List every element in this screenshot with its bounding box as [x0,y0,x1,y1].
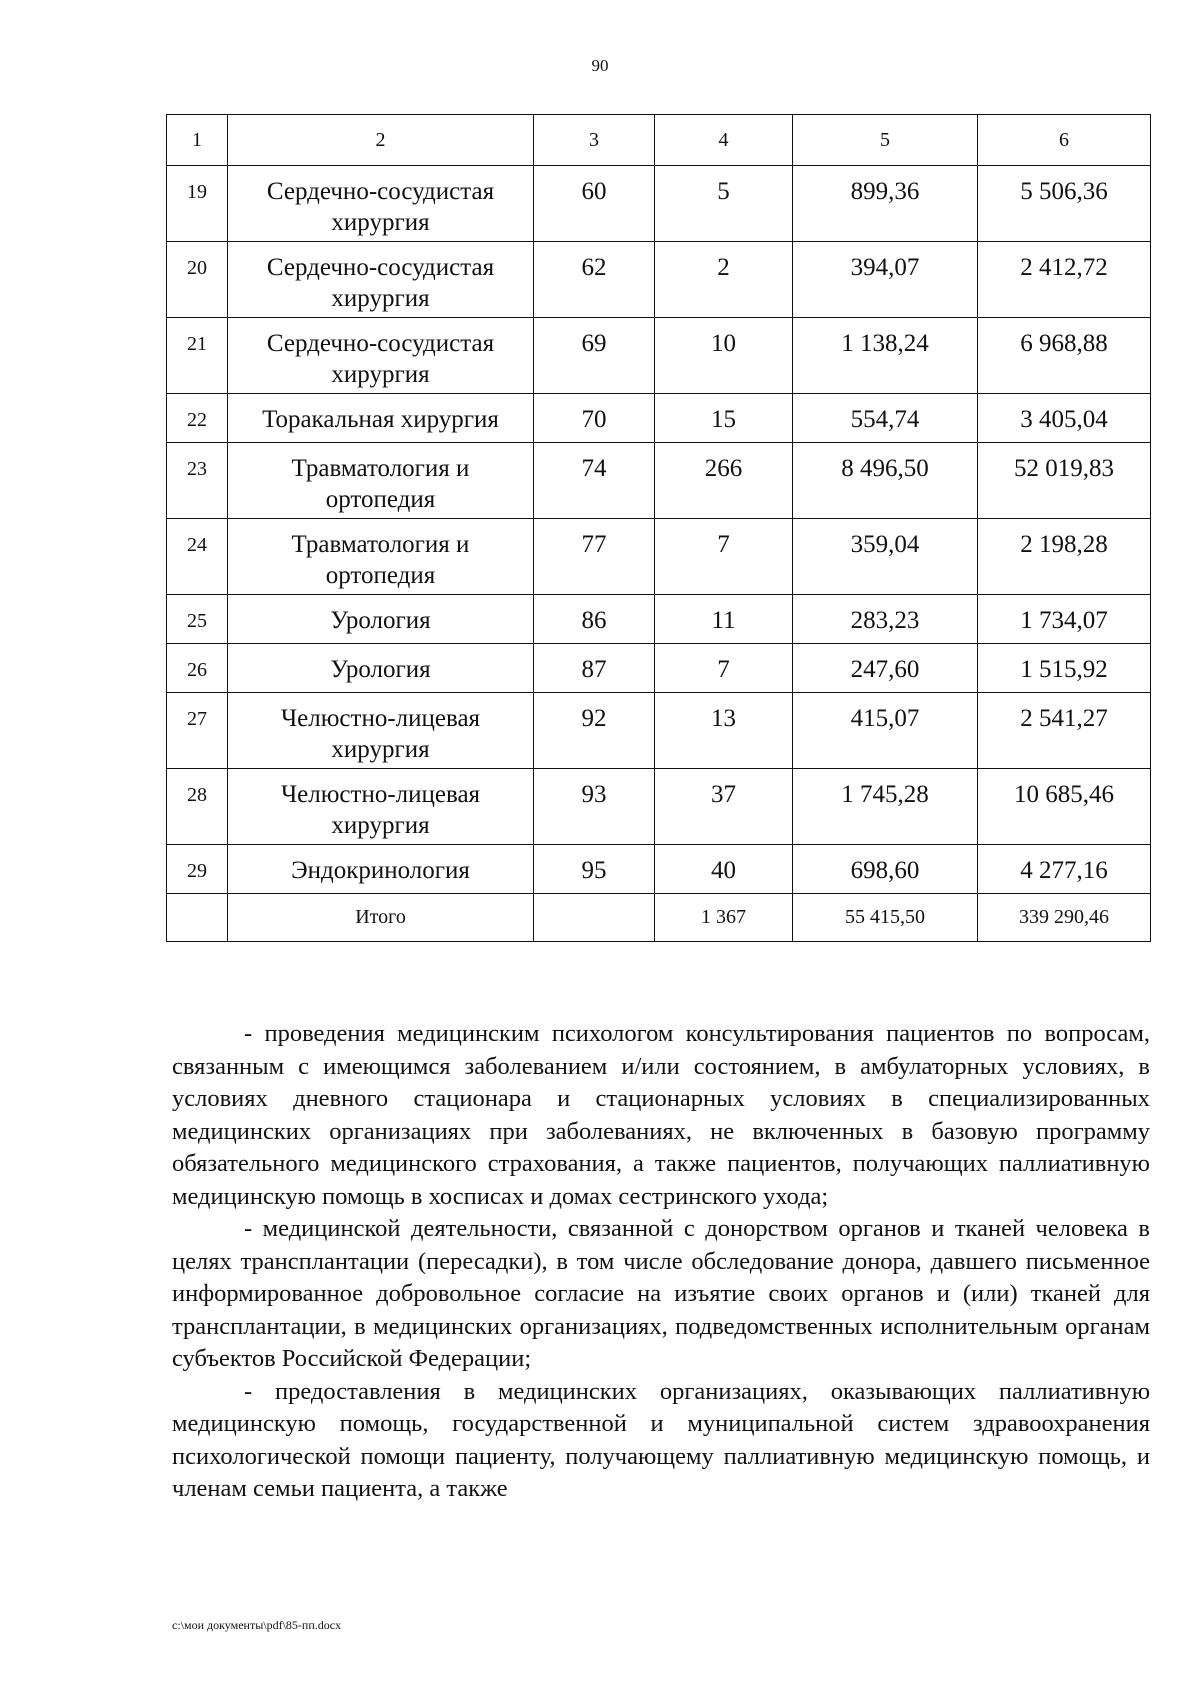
table-total-row [167,894,1151,942]
row-cell-3: 70 [534,394,655,443]
header-cell: 5 [793,115,978,166]
table-row [167,644,1151,693]
row-number: 20 [167,242,228,318]
row-cell-4: 7 [655,644,793,693]
row-cell-3: 60 [534,166,655,242]
row-specialty: Травматология и ортопедия [228,519,534,595]
row-cell-5: 283,23 [793,595,978,644]
row-specialty: Челюстно-лицевая хирургия [228,693,534,769]
row-cell-4: 15 [655,394,793,443]
footer-file-path: c:\мои документы\pdf\85-пп.docx [172,1618,342,1632]
paragraph: - проведения медицинским психологом консультирования пациентов по вопросам, связанным с имеющимся заболеванием и/или состоянием, в амбулаторных условиях, в условиях дневного стационара и стационарных условиях в специализированных медицинских организациях при заболеваниях, не включенных в базовую программу обязательного медицинского страхования, а также пациентов, получающих паллиативную медицинскую помощь в хосписах и домах сестринского ухода; [172,1020,1150,1210]
row-cell-4: 37 [655,769,793,845]
row-cell-4: 7 [655,519,793,595]
table-row [167,769,1151,845]
row-specialty: Торакальная хирургия [228,394,534,443]
data-table [166,114,1151,942]
row-cell-5: 247,60 [793,644,978,693]
row-number: 23 [167,443,228,519]
table-row [167,845,1151,894]
row-specialty: Урология [228,644,534,693]
row-specialty: Сердечно-сосудистая хирургия [228,242,534,318]
row-number: 29 [167,845,228,894]
row-cell-5: 8 496,50 [793,443,978,519]
row-cell-6: 1 515,92 [978,644,1151,693]
row-cell-5: 1 745,28 [793,769,978,845]
row-number: 25 [167,595,228,644]
row-cell-3: 69 [534,318,655,394]
total-cell-6: 339 290,46 [978,894,1151,942]
row-cell-6: 4 277,16 [978,845,1151,894]
page-number: 90 [591,56,609,75]
row-specialty: Сердечно-сосудистая хирургия [228,318,534,394]
row-cell-6: 2 198,28 [978,519,1151,595]
paragraph: - предоставления в медицинских организациях, оказывающих паллиативную медицинскую помощь, государственной и муниципальной систем здравоохранения психологической помощи пациенту, получающему паллиативную медицинскую помощь, и членам семьи пациента, а также [172,1377,1150,1502]
row-cell-6: 6 968,88 [978,318,1151,394]
row-cell-6: 5 506,36 [978,166,1151,242]
row-number: 22 [167,394,228,443]
row-specialty: Урология [228,595,534,644]
row-cell-3: 92 [534,693,655,769]
total-label: Итого [228,894,534,942]
row-number: 24 [167,519,228,595]
total-empty-cell [167,894,228,942]
row-cell-4: 5 [655,166,793,242]
row-cell-4: 2 [655,242,793,318]
row-cell-3: 95 [534,845,655,894]
header-cell: 2 [228,115,534,166]
row-specialty: Сердечно-сосудистая хирургия [228,166,534,242]
row-cell-3: 86 [534,595,655,644]
total-cell-5: 55 415,50 [793,894,978,942]
row-cell-5: 415,07 [793,693,978,769]
table-row [167,519,1151,595]
table-row [167,394,1151,443]
row-number: 27 [167,693,228,769]
row-cell-6: 52 019,83 [978,443,1151,519]
row-cell-5: 698,60 [793,845,978,894]
row-cell-4: 13 [655,693,793,769]
table-row [167,242,1151,318]
row-number: 28 [167,769,228,845]
table-row [167,443,1151,519]
row-cell-6: 3 405,04 [978,394,1151,443]
row-cell-5: 554,74 [793,394,978,443]
row-cell-3: 62 [534,242,655,318]
header-cell: 4 [655,115,793,166]
header-cell: 1 [167,115,228,166]
row-cell-4: 10 [655,318,793,394]
row-cell-6: 2 541,27 [978,693,1151,769]
row-specialty: Челюстно-лицевая хирургия [228,769,534,845]
table-row [167,166,1151,242]
table-row [167,595,1151,644]
paragraph: - медицинской деятельности, связанной с донорством органов и тканей человека в целях трансплантации (пересадки), в том числе обследование донора, давшего письменное информированное добровольное согласие на изъятие своих органов и (или) тканей для трансплантации, в медицинских организациях, подведомственных исполнительным органам субъектов Российской Федерации; [172,1215,1150,1372]
row-cell-5: 359,04 [793,519,978,595]
row-cell-6: 10 685,46 [978,769,1151,845]
row-number: 19 [167,166,228,242]
body-text [172,1018,1150,1506]
row-cell-3: 87 [534,644,655,693]
row-cell-5: 899,36 [793,166,978,242]
total-cell-3 [534,894,655,942]
row-number: 21 [167,318,228,394]
row-cell-6: 2 412,72 [978,242,1151,318]
table-header-row [167,115,1151,166]
header-cell: 3 [534,115,655,166]
row-cell-5: 1 138,24 [793,318,978,394]
table-row [167,693,1151,769]
row-cell-3: 93 [534,769,655,845]
row-cell-4: 40 [655,845,793,894]
row-cell-3: 74 [534,443,655,519]
row-cell-6: 1 734,07 [978,595,1151,644]
table-row [167,318,1151,394]
row-cell-3: 77 [534,519,655,595]
row-cell-4: 11 [655,595,793,644]
row-cell-4: 266 [655,443,793,519]
total-cell-4: 1 367 [655,894,793,942]
row-number: 26 [167,644,228,693]
header-cell: 6 [978,115,1151,166]
row-specialty: Эндокринология [228,845,534,894]
row-cell-5: 394,07 [793,242,978,318]
row-specialty: Травматология и ортопедия [228,443,534,519]
